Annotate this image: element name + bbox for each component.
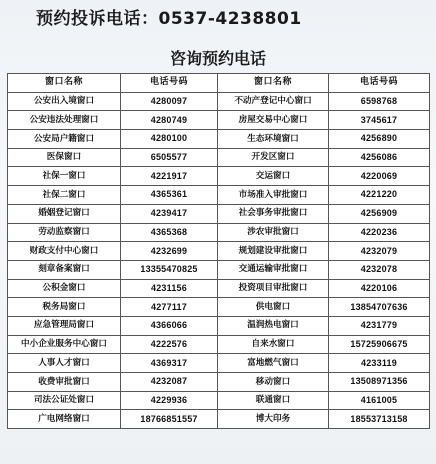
table-row [8,316,430,335]
phone-number-right: 4233119 [329,354,430,373]
window-name-right: 规划建设审批窗口 [218,242,329,261]
phone-number-left: 4222576 [121,335,218,354]
window-name-left: 中小企业服务中心窗口 [8,335,121,354]
window-name-right: 社会事务审批窗口 [218,204,329,223]
window-name-right: 移动窗口 [218,373,329,392]
complaint-phone-line: 预约投诉电话：0537-4238801 [36,9,302,29]
phone-number-left: 4280749 [121,111,218,130]
header-phone-right: 电话号码 [329,74,430,93]
table-row [8,111,430,130]
phone-number-left: 4229936 [121,391,218,410]
phone-number-right: 4232079 [329,242,430,261]
window-name-left: 婚姻登记窗口 [8,204,121,223]
window-name-right: 交运窗口 [218,167,329,186]
window-name-left: 应急管理局窗口 [8,316,121,335]
header-window-name-left: 窗口名称 [8,74,121,93]
phone-number-right: 4220069 [329,167,430,186]
window-name-right: 交通运输审批窗口 [218,260,329,279]
phone-number-left: 4232087 [121,373,218,392]
phone-number-right: 18553713158 [329,410,430,429]
window-name-left: 广电网络窗口 [8,410,121,429]
phone-number-right: 4232078 [329,260,430,279]
window-name-right: 涉农审批窗口 [218,223,329,242]
window-name-right: 房屋交易中心窗口 [218,111,329,130]
phone-number-left: 4231156 [121,279,218,298]
phone-number-left: 4365368 [121,223,218,242]
window-name-right: 不动产登记中心窗口 [218,92,329,111]
window-name-right: 富地燃气窗口 [218,354,329,373]
window-name-right: 开发区窗口 [218,148,329,167]
table-row [8,354,430,373]
phone-number-left: 4280097 [121,92,218,111]
phone-number-right: 15725906675 [329,335,430,354]
window-name-left: 收费审批窗口 [8,373,121,392]
table-row [8,242,430,261]
phone-number-right: 4221220 [329,186,430,205]
window-name-left: 税务局窗口 [8,298,121,317]
phone-number-left: 4221917 [121,167,218,186]
window-name-left: 公安违法处理窗口 [8,111,121,130]
phone-number-right: 4256890 [329,130,430,149]
phone-number-right: 4231779 [329,316,430,335]
phone-number-right: 4220236 [329,223,430,242]
table-row [8,130,430,149]
window-name-right: 温润热电窗口 [218,316,329,335]
table-row [8,167,430,186]
window-name-left: 公安局户籍窗口 [8,130,121,149]
table-row [8,391,430,410]
table-row [8,279,430,298]
table-row [8,260,430,279]
table-row [8,186,430,205]
phone-number-left: 13355470825 [121,260,218,279]
window-name-left: 劳动监察窗口 [8,223,121,242]
window-name-left: 人事人才窗口 [8,354,121,373]
window-name-left: 医保窗口 [8,148,121,167]
window-name-right: 联通窗口 [218,391,329,410]
phone-number-left: 4239417 [121,204,218,223]
table-row [8,223,430,242]
phone-directory-table [7,73,430,429]
table-body [8,92,430,428]
window-name-right: 供电窗口 [218,298,329,317]
header-window-name-right: 窗口名称 [218,74,329,93]
phone-number-right: 6598768 [329,92,430,111]
window-name-right: 博大印务 [218,410,329,429]
window-name-left: 公安出入境窗口 [8,92,121,111]
table-row [8,335,430,354]
phone-number-left: 4366066 [121,316,218,335]
table-row [8,410,430,429]
window-name-left: 社保二窗口 [8,186,121,205]
phone-number-right: 13508971356 [329,373,430,392]
window-name-left: 司法公证处窗口 [8,391,121,410]
table-row [8,373,430,392]
window-name-right: 生态环境窗口 [218,130,329,149]
phone-number-right: 3745617 [329,111,430,130]
phone-number-left: 18766851557 [121,410,218,429]
phone-number-right: 13854707636 [329,298,430,317]
phone-number-left: 4365361 [121,186,218,205]
table-header-row [8,74,430,93]
window-name-right: 投资项目审批窗口 [218,279,329,298]
phone-number-right: 4161005 [329,391,430,410]
table-row [8,92,430,111]
phone-number-right: 4220106 [329,279,430,298]
phone-number-right: 4256086 [329,148,430,167]
table-row [8,148,430,167]
window-name-left: 公积金窗口 [8,279,121,298]
phone-number-left: 4277117 [121,298,218,317]
table-row [8,204,430,223]
phone-number-left: 6505577 [121,148,218,167]
phone-number-left: 4232699 [121,242,218,261]
phone-number-left: 4280100 [121,130,218,149]
table-row [8,298,430,317]
window-name-right: 自来水窗口 [218,335,329,354]
window-name-right: 市场准入审批窗口 [218,186,329,205]
window-name-left: 刻章备案窗口 [8,260,121,279]
window-name-left: 社保一窗口 [8,167,121,186]
phone-number-left: 4369317 [121,354,218,373]
window-name-left: 财政支付中心窗口 [8,242,121,261]
phone-number-right: 4256909 [329,204,430,223]
table-title: 咨询预约电话 [169,49,266,68]
header-phone-left: 电话号码 [121,74,218,93]
